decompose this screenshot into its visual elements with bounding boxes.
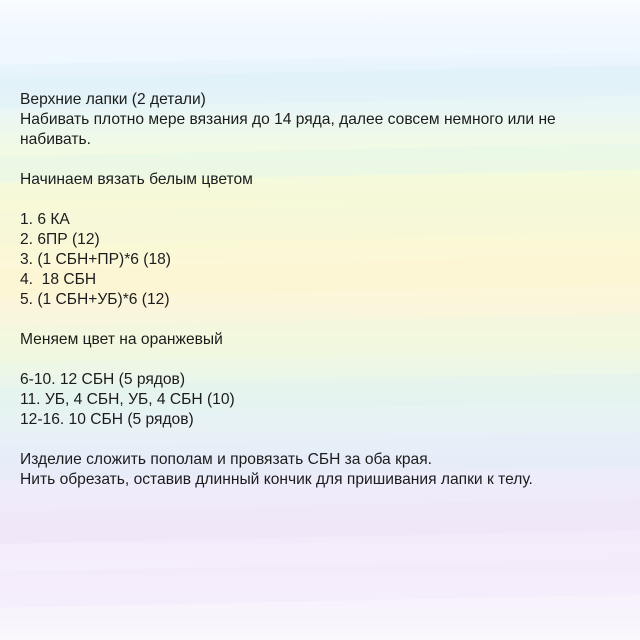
finish-instruction: Изделие сложить пополам и провязать СБН за оба края. — [20, 451, 433, 468]
background-stripe — [0, 557, 640, 608]
spacer — [20, 310, 620, 330]
spacer — [20, 150, 620, 170]
color-change-note: Меняем цвет на оранжевый — [20, 331, 223, 348]
start-note: Начинаем вязать белым цветом — [20, 171, 253, 188]
row-instruction: 3. (1 СБН+ПР)*6 (18) — [20, 251, 172, 268]
row-instruction: 6-10. 12 СБН (5 рядов) — [20, 371, 186, 388]
background-stripe — [0, 12, 640, 65]
row-instruction: 2. 6ПР (12) — [20, 231, 100, 248]
pattern-title: Верхние лапки (2 детали) — [20, 91, 206, 108]
pattern-text — [20, 90, 620, 490]
spacer — [20, 350, 620, 370]
intro-line: набивать. — [20, 131, 91, 148]
row-instruction: 12-16. 10 СБН (5 рядов) — [20, 411, 194, 428]
background-stripe — [0, 497, 640, 544]
spacer — [20, 190, 620, 210]
row-instruction: 11. УБ, 4 СБН, УБ, 4 СБН (10) — [20, 391, 235, 408]
finish-instruction: Нить обрезать, оставив длинный кончик для пришивания лапки к телу. — [20, 471, 533, 488]
spacer — [20, 430, 620, 450]
row-instruction: 5. (1 СБН+УБ)*6 (12) — [20, 291, 170, 308]
row-instruction: 1. 6 КА — [20, 211, 70, 228]
row-instruction: 4. 18 СБН — [20, 271, 97, 288]
intro-line: Набивать плотно мере вязания до 14 ряда, далее совсем немного или не — [20, 111, 556, 128]
